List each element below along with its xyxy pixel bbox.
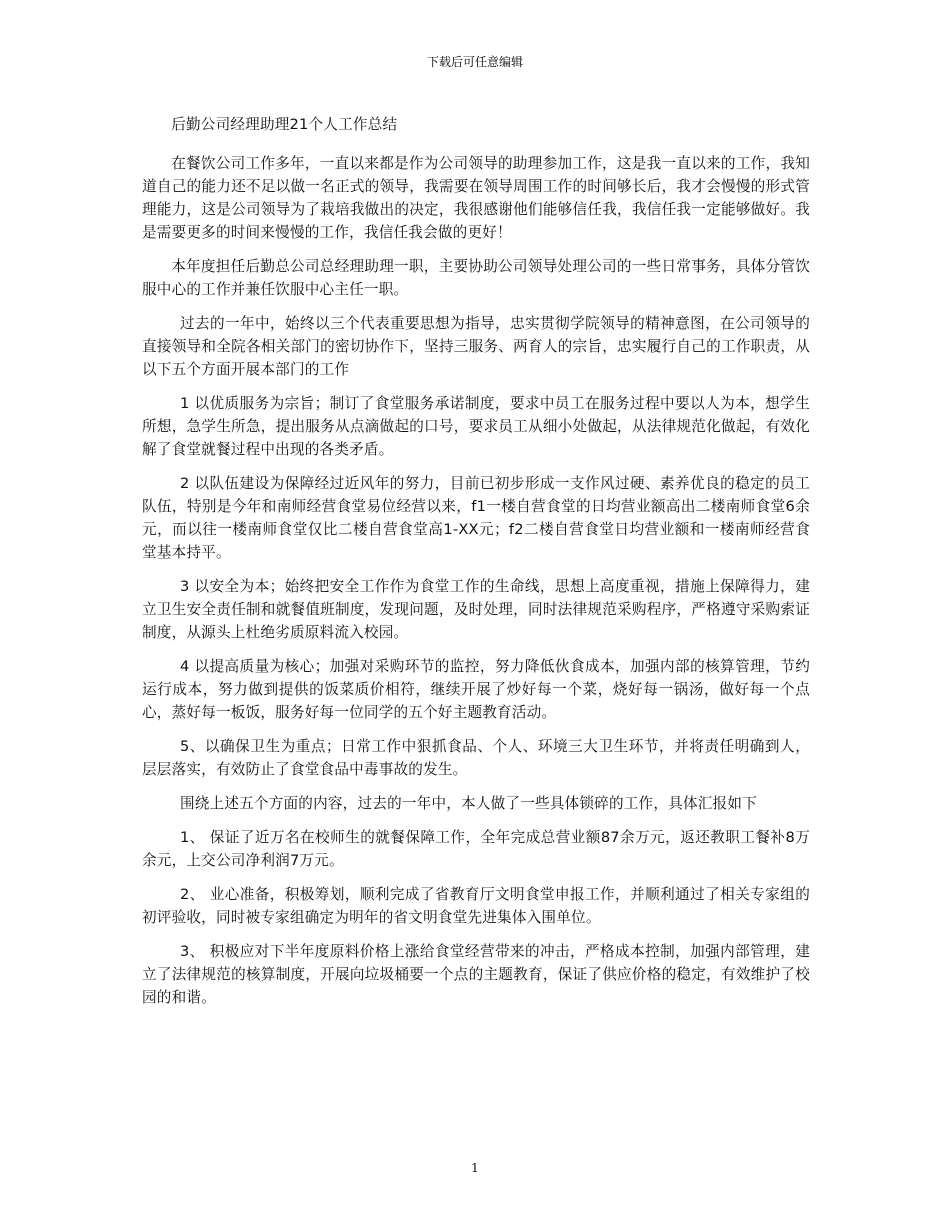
paragraph-aspect-4: 4 以提高质量为核心；加强对采购环节的监控，努力降低伙食成本，加强内部的核算管理，节约运行成本，努力做到提供的饭菜质价相符，继续开展了炒好每一个菜，烧好每一锅汤，做好每一个点心，蒸好每一板饭，服务好每一位同学的五个好主题教育活动。 [142,658,810,721]
document-body [142,113,810,1020]
paragraph-aspect-2: 2 以队伍建设为保障经过近风年的努力，目前已初步形成一支作风过硬、素养优良的稳定的员工队伍，特别是今年和南师经营食堂易位经营以来，f1一楼自营食堂的日均营业额高出二楼南师食堂6余元，而以往一楼南师食堂仅比二楼自营食堂高1-XX元；f2二楼自营食堂日均营业额和一楼南师经营食堂基本持平。 [142,475,810,561]
page-number: 1 [471,1161,479,1175]
paragraph-overview: 过去的一年中，始终以三个代表重要思想为指导，忠实贯彻学院领导的精神意图，在公司领导的直接领导和全院各相关部门的密切协作下，坚持三服务、两育人的宗旨，忠实履行自己的工作职责，从以下五个方面开展本部门的工作 [142,315,810,378]
paragraph-intro: 在餐饮公司工作多年，一直以来都是作为公司领导的助理参加工作，这是我一直以来的工作，我知道自己的能力还不足以做一名正式的领导，我需要在领导周围工作的时间够长后，我才会慢慢的形式管理能力，这是公司领导为了栽培我做出的决定，我很感谢他们能够信任我，我信任我一定能够做好。我是需要更多的时间来慢慢的工作，我信任我会做的更好！ [142,155,810,241]
paragraph-summary-intro: 围绕上述五个方面的内容，过去的一年中，本人做了一些具体锁碎的工作，具体汇报如下 [179,795,757,812]
paragraph-work-2: 2、 业心准备，积极筹划，顺利完成了省教育厅文明食堂申报工作，并顺利通过了相关专家组的初评验收，同时被专家组确定为明年的省文明食堂先进集体入围单位。 [142,886,810,926]
paragraph-work-1: 1、 保证了近万名在校师生的就餐保障工作，全年完成总营业额87余万元，返还教职工餐补8万余元，上交公司净利润7万元。 [142,829,810,869]
paragraph-aspect-5: 5、以确保卫生为重点；日常工作中狠抓食品、个人、环境三大卫生环节，并将责任明确到人，层层落实，有效防止了食堂食品中毒事故的发生。 [142,738,810,778]
paragraph-work-3: 3、 积极应对下半年度原料价格上涨给食堂经营带来的冲击，严格成本控制，加强内部管理，建立了法律规范的核算制度，开展向垃圾桶要一个点的主题教育，保证了供应价格的稳定，有效维护了校园的和谐。 [142,943,810,1006]
paragraph-aspect-1: 1 以优质服务为宗旨；制订了食堂服务承诺制度，要求中员工在服务过程中要以人为本，想学生所想，急学生所急，提出服务从点滴做起的口号，要求员工从细小处做起，从法律规范化做起，有效化解了食堂就餐过程中出现的各类矛盾。 [142,395,810,458]
document-title: 后勤公司经理助理21个人工作总结 [171,116,398,133]
page-header: 下载后可任意编辑 [426,55,523,69]
paragraph-role: 本年度担任后勤总公司总经理助理一职，主要协助公司领导处理公司的一些日常事务，具体分管饮服中心的工作并兼任饮服中心主任一职。 [142,258,810,298]
paragraph-aspect-3: 3 以安全为本；始终把安全工作作为食堂工作的生命线，思想上高度重视，措施上保障得力，建立卫生安全责任制和就餐值班制度，发现问题，及时处理，同时法律规范采购程序，严格遵守采购索证制度，从源头上杜绝劣质原料流入校园。 [142,578,810,641]
